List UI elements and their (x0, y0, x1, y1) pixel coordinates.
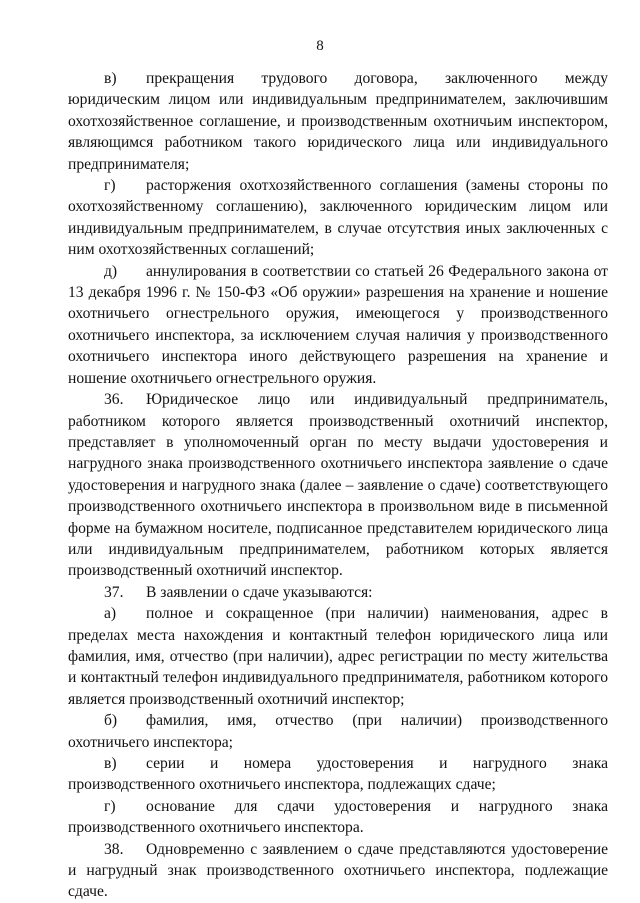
clause-37-item-a (68, 603, 608, 710)
clause-number: 36. (104, 391, 124, 409)
item-text: полное и сокращенное (при наличии) наименования, адрес в пределах места нахождения и контактный телефон юридического лица или фамилия, имя, отчество (при наличии), адрес регистрации по месту жительства и контактный телефон индивидуального предпринимателя, работником которого является производственный охотничий инспектор; (68, 605, 608, 708)
item-marker: в) (104, 70, 117, 87)
clause-37-item-v (68, 753, 608, 796)
clause-38 (68, 839, 608, 903)
document-body (68, 68, 608, 903)
page-number: 8 (316, 38, 324, 54)
clause-text: В заявлении о сдаче указываются: (146, 583, 373, 601)
clause-number: 38. (104, 840, 124, 858)
clause-37-item-b (68, 710, 608, 753)
clause-35-item-v (68, 68, 608, 175)
clause-text: Одновременно с заявлением о сдаче представляются удостоверение и нагрудный знак производственного охотничьего инспектора, подлежащие сдаче. (68, 840, 608, 901)
item-marker: б) (104, 712, 118, 730)
item-marker: д) (104, 262, 118, 280)
item-text: основание для сдачи удостоверения и нагрудного знака производственного охотничьего инспектора. (68, 797, 608, 837)
clause-35-item-g (68, 175, 608, 261)
item-marker: а) (104, 605, 117, 623)
item-marker: г) (104, 797, 116, 815)
item-marker: в) (104, 755, 117, 772)
item-text: прекращения трудового договора, заключенного между юридическим лицом или индивидуальным предпринимателем, заключившим охотхозяйственное соглашение, и производственным охотничьим инспектором, являющимся работником такого юридического лица или индивидуального предпринимателя; (68, 70, 608, 173)
item-marker: г) (104, 177, 116, 195)
clause-35-item-d (68, 261, 608, 389)
clause-text: Юридическое лицо или индивидуальный предприниматель, работником которого является производственный охотничий инспектор, представляет в уполномоченный орган по месту выдачи удостоверения и нагрудного знака производственного охотничьего инспектора заявление о сдаче удостоверения и нагрудного знака (далее – заявление о сдаче) соответствующего производственного охотничьего инспектора в произвольном виде в письменной форме на бумажном носителе, подписанное представителем юридического лица или индивидуальным предпринимателем, работником которых является производственный охотничий инспектор. (68, 391, 608, 580)
clause-37-item-g (68, 796, 608, 839)
item-text: аннулирования в соответствии со статьей 26 Федерального закона от 13 декабря 1996 г. № 150-ФЗ «Об оружии» разрешения на хранение и ношение охотничьего огнестрельного оружия, имеющегося у производственного охотничьего инспектора, за исключением случая наличия у производственного охотничьего инспектора иного действующего разрешения на хранение и ношение охотничьего огнестрельного оружия. (68, 262, 608, 387)
item-text: расторжения охотхозяйственного соглашения (замены стороны по охотхозяйственному соглашению), заключенного юридическим лицом или индивидуальным предпринимателем, в случае отсутствия иных заключенных с ним охотхозяйственных соглашений; (68, 177, 608, 259)
clause-37 (68, 582, 608, 603)
item-text: фамилия, имя, отчество (при наличии) производственного охотничьего инспектора; (68, 712, 608, 751)
item-text: серии и номера удостоверения и нагрудного знака производственного охотничьего инспектора, подлежащих сдаче; (68, 755, 608, 794)
clause-number: 37. (104, 583, 124, 601)
clause-36 (68, 389, 608, 582)
